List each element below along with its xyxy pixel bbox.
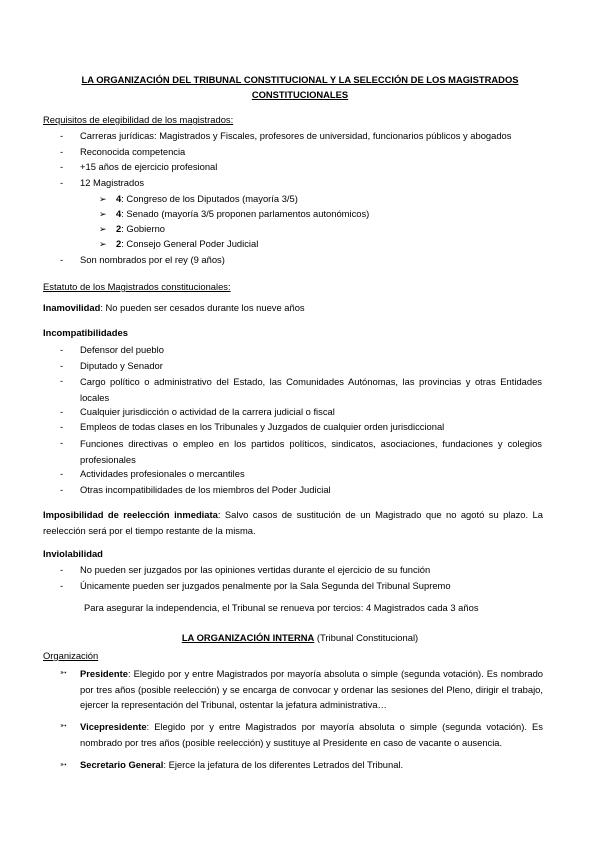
incompatibilidad-item: Empleos de todas clases en los Tribunales y Juzgados de cualquier orden jurisdiccional bbox=[80, 421, 445, 432]
dash-bullet: - bbox=[60, 254, 64, 265]
incompatibilidades-heading: Incompatibilidades bbox=[43, 327, 128, 338]
magistrados-sub-item: 2: Gobierno bbox=[116, 223, 165, 234]
inviolabilidad-item: No pueden ser juzgados por las opiniones vertidas durante el ejercicio de su función bbox=[80, 564, 431, 575]
requisitos-heading: Requisitos de elegibilidad de los magistrados: bbox=[43, 114, 234, 125]
dash-bullet: - bbox=[60, 360, 64, 371]
inamovilidad-line: Inamovilidad: No pueden ser cesados durante los nueve años bbox=[43, 302, 305, 313]
estatuto-heading: Estatuto de los Magistrados constitucionales: bbox=[43, 281, 231, 292]
organizacion-subheading: Organización bbox=[43, 650, 99, 661]
incompatibilidad-item: Diputado y Senador bbox=[80, 360, 163, 371]
requisito-item: Carreras jurídicas: Magistrados y Fiscales, profesores de universidad, funcionarios públicos y abogados bbox=[80, 130, 512, 141]
incompatibilidad-item: Funciones directivas o empleo en los partidos políticos, sindicatos, asociaciones, fundaciones y colegios profesionales bbox=[80, 438, 542, 465]
requisito-item: Reconocida competencia bbox=[80, 146, 186, 157]
vicepresidente-paragraph: Vicepresidente: Elegido por y entre Magistrados por mayoría absoluta o simple (segunda votación). Es nombrado por tres años (posible reelección) y sustituye al Presidente en caso de vacante o ausencia. bbox=[80, 721, 543, 748]
arrow-bullet-icon: ➢ bbox=[99, 194, 107, 204]
incompatibilidad-item: Cualquier jurisdicción o actividad de la carrera judicial o fiscal bbox=[80, 406, 335, 417]
pointer-bullet-icon: ➳ bbox=[60, 760, 67, 769]
incompatibilidad-item: Cargo político o administrativo del Estado, las Comunidades Autónomas, las provincias y otras Entidades locales bbox=[80, 376, 542, 403]
incompatibilidad-item: Defensor del pueblo bbox=[80, 344, 164, 355]
inviolabilidad-heading: Inviolabilidad bbox=[43, 548, 103, 559]
document-title-line1: LA ORGANIZACIÓN DEL TRIBUNAL CONSTITUCIONAL Y LA SELECCIÓN DE LOS MAGISTRADOS bbox=[81, 74, 519, 85]
dash-bullet: - bbox=[60, 177, 64, 188]
dash-bullet: - bbox=[60, 564, 64, 575]
inviolabilidad-item: Únicamente pueden ser juzgados penalmente por la Sala Segunda del Tribunal Supremo bbox=[80, 580, 451, 591]
arrow-bullet-icon: ➢ bbox=[99, 224, 107, 234]
dash-bullet: - bbox=[60, 421, 64, 432]
presidente-paragraph: Presidente: Elegido por y entre Magistrados por mayoría absoluta o simple (segunda votación). Es nombrado por tres años (posible reelección) y se encarga de convocar y ordenar las sesiones del Pleno, dirigir el trabajo, ejercer la representación del Tribunal, ostentar la jefatura administrativa… bbox=[80, 668, 543, 710]
dash-bullet: - bbox=[60, 484, 64, 495]
magistrados-sub-item: 4: Congreso de los Diputados (mayoría 3/5) bbox=[116, 193, 298, 204]
requisito-item: +15 años de ejercicio profesional bbox=[80, 161, 218, 172]
magistrados-sub-item: 4: Senado (mayoría 3/5 proponen parlamentos autonómicos) bbox=[116, 208, 370, 219]
dash-bullet: - bbox=[60, 375, 64, 386]
document-title-line2: CONSTITUCIONALES bbox=[251, 89, 349, 100]
arrow-bullet-icon: ➢ bbox=[99, 239, 107, 249]
secretario-paragraph: Secretario General: Ejerce la jefatura de los diferentes Letrados del Tribunal. bbox=[80, 759, 404, 770]
requisito-item: 12 Magistrados bbox=[80, 177, 145, 188]
dash-bullet: - bbox=[60, 344, 64, 355]
reeleccion-paragraph: Imposibilidad de reelección inmediata: Salvo casos de sustitución de un Magistrado que no agotó su plazo. La reelección será por el tiempo restante de la misma. bbox=[43, 509, 543, 536]
renovacion-note: Para asegurar la independencia, el Tribunal se renueva por tercios: 4 Magistrados cada 3 años bbox=[84, 602, 479, 613]
incompatibilidad-item: Otras incompatibilidades de los miembros del Poder Judicial bbox=[80, 484, 331, 495]
organizacion-interna-title: LA ORGANIZACIÓN INTERNA (Tribunal Constitucional) bbox=[181, 632, 419, 643]
dash-bullet: - bbox=[60, 161, 64, 172]
arrow-bullet-icon: ➢ bbox=[99, 209, 107, 219]
requisito-item: Son nombrados por el rey (9 años) bbox=[80, 254, 225, 265]
dash-bullet: - bbox=[60, 406, 64, 417]
dash-bullet: - bbox=[60, 146, 64, 157]
pointer-bullet-icon: ➳ bbox=[60, 721, 67, 730]
incompatibilidad-item: Actividades profesionales o mercantiles bbox=[80, 468, 245, 479]
pointer-bullet-icon: ➳ bbox=[60, 668, 67, 677]
dash-bullet: - bbox=[60, 130, 64, 141]
dash-bullet: - bbox=[60, 437, 64, 448]
magistrados-sub-item: 2: Consejo General Poder Judicial bbox=[116, 238, 259, 249]
dash-bullet: - bbox=[60, 580, 64, 591]
dash-bullet: - bbox=[60, 468, 64, 479]
